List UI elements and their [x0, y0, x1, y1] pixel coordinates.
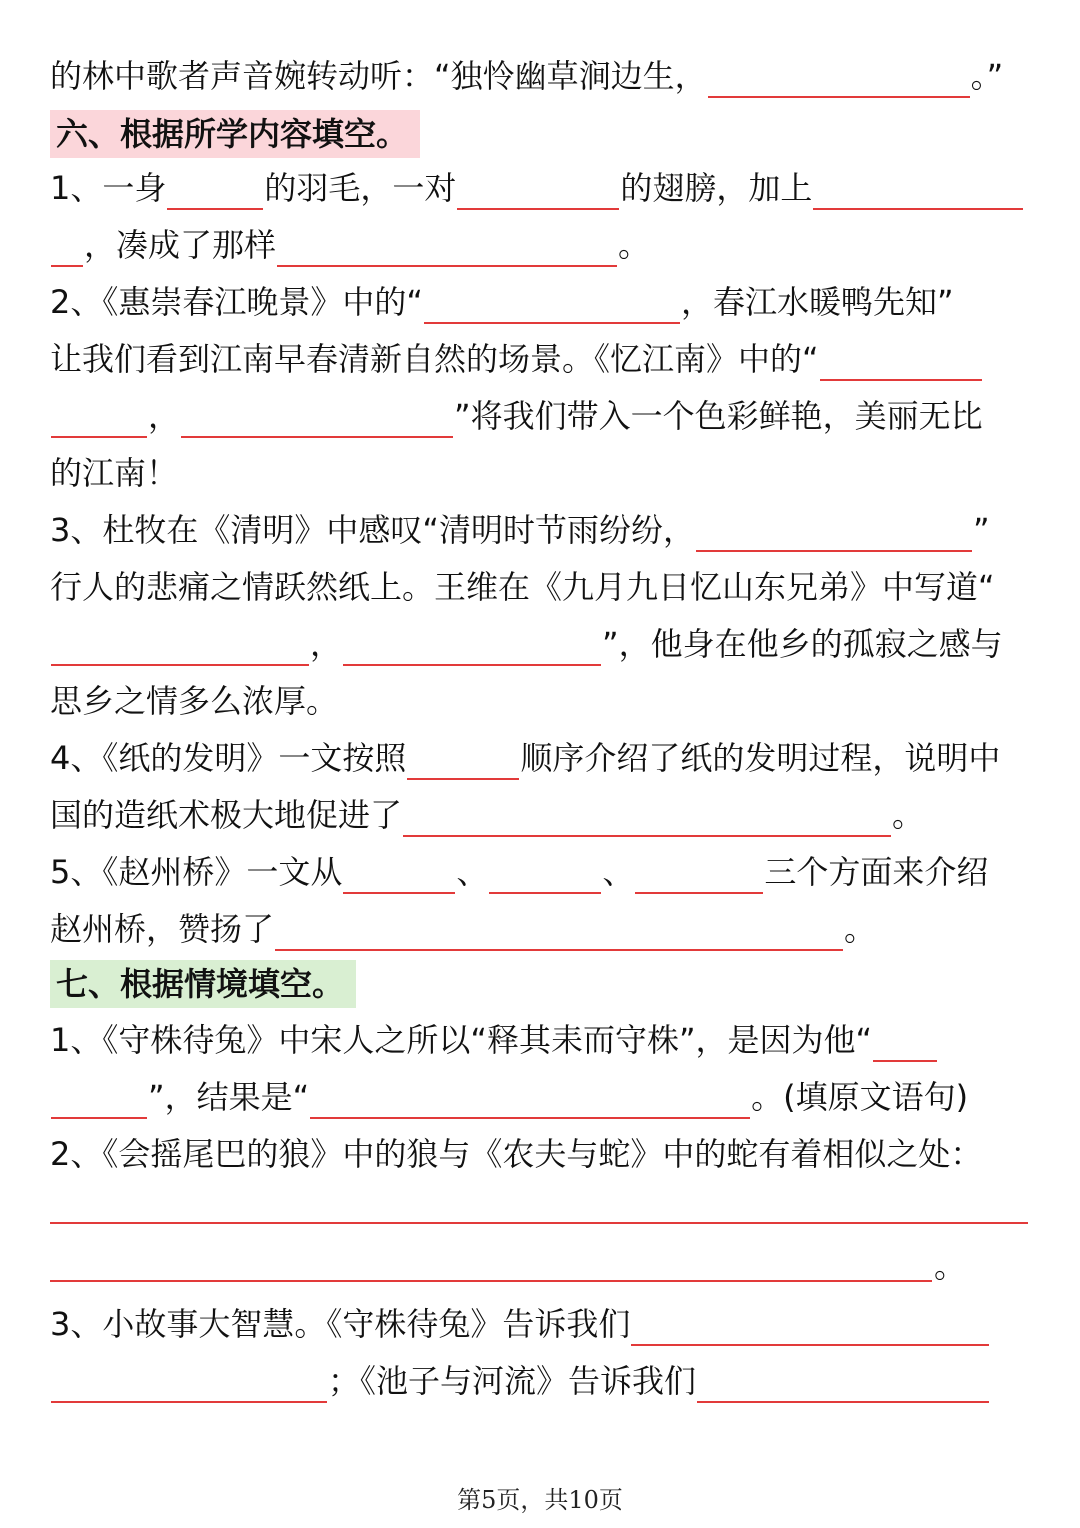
- s7-q1-line2: [50, 1073, 968, 1119]
- answer-blank[interactable]: [181, 430, 453, 438]
- text: 。: [844, 910, 877, 948]
- text: 1、《守株待兔》中宋人之所以“释其耒而守株”，是因为他“: [50, 1021, 873, 1059]
- answer-blank[interactable]: [631, 1338, 989, 1346]
- text: 的翅膀，加上: [620, 169, 813, 207]
- s6-q1-line1: [50, 164, 1024, 210]
- answer-blank[interactable]: [457, 202, 619, 210]
- text: 的羽毛，一对: [264, 169, 457, 207]
- answer-blank[interactable]: [343, 658, 601, 666]
- answer-line[interactable]: [50, 1222, 1028, 1224]
- s6-q3-line1: [50, 506, 990, 552]
- text: ”: [972, 511, 990, 549]
- text: 顺序介绍了纸的发明过程，说明中: [520, 739, 1001, 777]
- intro-line: [50, 52, 1003, 98]
- text: 让我们看到江南早春清新自然的场景。《忆江南》中的“: [50, 340, 819, 378]
- s6-q1-line2: [50, 221, 650, 267]
- answer-line[interactable]: [50, 1280, 932, 1282]
- text: 。(填原文语句): [751, 1078, 969, 1116]
- text: 三个方面来介绍: [764, 853, 989, 891]
- text: 、: [456, 853, 489, 891]
- text: ，春江水暖鸭先知”: [680, 283, 954, 321]
- answer-blank[interactable]: [820, 373, 982, 381]
- answer-blank[interactable]: [407, 772, 519, 780]
- text: 行人的悲痛之情跃然纸上。王维在《九月九日忆山东兄弟》中写道“: [50, 568, 995, 606]
- text: 国的造纸术极大地促进了: [50, 796, 403, 834]
- text: 的林中歌者声音婉转动听：“独怜幽草涧边生，: [50, 57, 707, 95]
- text: 。: [892, 796, 925, 834]
- answer-blank[interactable]: [813, 202, 1023, 210]
- answer-blank[interactable]: [403, 829, 891, 837]
- answer-blank[interactable]: [489, 886, 601, 894]
- text: 的江南！: [50, 454, 179, 492]
- text: ；《池子与河流》告诉我们: [328, 1362, 697, 1400]
- answer-blank[interactable]: [167, 202, 263, 210]
- s6-q4-line1: [50, 734, 1000, 780]
- answer-blank[interactable]: [873, 1054, 937, 1062]
- s6-q5-line2: [50, 905, 876, 951]
- answer-blank[interactable]: [51, 1395, 327, 1403]
- text: 赵州桥，赞扬了: [50, 910, 275, 948]
- answer-blank[interactable]: [51, 1111, 147, 1119]
- answer-blank[interactable]: [277, 259, 617, 267]
- s6-q5-line1: [50, 848, 988, 894]
- s7-q3-line2: [50, 1357, 990, 1403]
- s7-q1-line1: [50, 1016, 938, 1062]
- text: 3、小故事大智慧。《守株待兔》告诉我们: [50, 1305, 631, 1343]
- text: ，凑成了那样: [84, 226, 277, 264]
- s6-q3-line3: [50, 620, 1003, 666]
- text: 3、杜牧在《清明》中感叹“清明时节雨纷纷，: [50, 511, 695, 549]
- text: ”，结果是“: [148, 1078, 310, 1116]
- text: ，: [148, 397, 181, 435]
- s6-q2-line1: [50, 278, 954, 324]
- text: 4、《纸的发明》一文按照: [50, 739, 407, 777]
- page-number: 第5页，共10页: [457, 1486, 623, 1514]
- s6-q2-line4: [50, 449, 178, 495]
- s7-q3-line1: [50, 1300, 990, 1346]
- text: 1、一身: [50, 169, 167, 207]
- text: 。”: [970, 57, 1004, 95]
- answer-blank[interactable]: [708, 90, 970, 98]
- text: ，: [310, 625, 343, 663]
- s6-q3-line2: [50, 563, 995, 609]
- section-6-heading: 六、根据所学内容填空。: [50, 110, 420, 158]
- answer-blank[interactable]: [697, 1395, 989, 1403]
- answer-blank[interactable]: [310, 1111, 750, 1119]
- s6-q4-line2: [50, 791, 924, 837]
- answer-blank[interactable]: [696, 544, 972, 552]
- s7-q2-line1: [50, 1130, 982, 1176]
- answer-blank[interactable]: [51, 430, 147, 438]
- text: 思乡之情多么浓厚。: [50, 682, 339, 720]
- section-7-heading: 七、根据情境填空。: [50, 960, 356, 1008]
- s6-q3-line4: [50, 677, 338, 723]
- text: ”将我们带入一个色彩鲜艳，美丽无比: [454, 397, 983, 435]
- answer-blank[interactable]: [635, 886, 763, 894]
- s6-q2-line3: [50, 392, 983, 438]
- text: 5、《赵州桥》一文从: [50, 853, 343, 891]
- s6-q2-line2: [50, 335, 983, 381]
- answer-blank[interactable]: [275, 943, 843, 951]
- answer-blank[interactable]: [343, 886, 455, 894]
- text: 2、《会摇尾巴的狼》中的狼与《农夫与蛇》中的蛇有着相似之处：: [50, 1135, 983, 1173]
- text: ”，他身在他乡的孤寂之感与: [602, 625, 1003, 663]
- answer-blank[interactable]: [51, 259, 83, 267]
- text: 2、《惠崇春江晚景》中的“: [50, 283, 423, 321]
- text: 。: [934, 1247, 967, 1285]
- text: 。: [618, 226, 651, 264]
- text: 、: [602, 853, 635, 891]
- answer-blank[interactable]: [424, 316, 680, 324]
- answer-blank[interactable]: [51, 658, 309, 666]
